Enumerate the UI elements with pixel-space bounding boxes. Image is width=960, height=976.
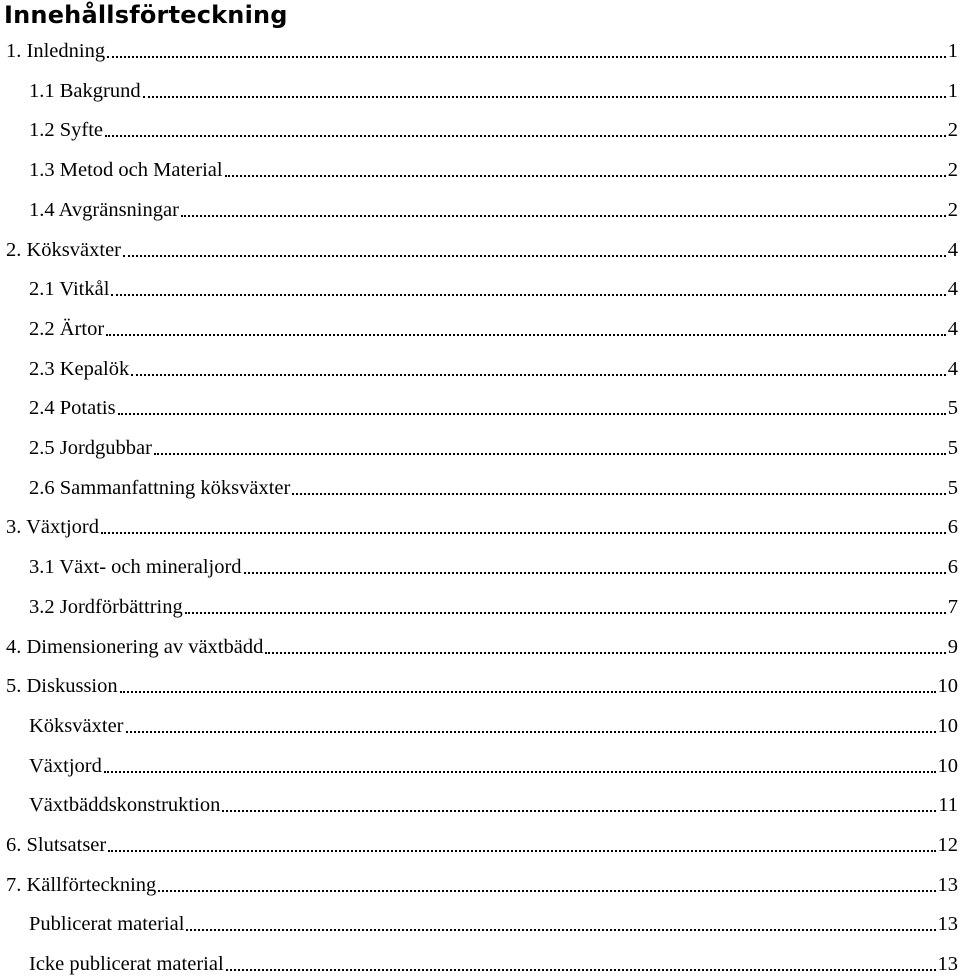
dot-leader xyxy=(181,215,946,217)
toc-entry-page-number: 6 xyxy=(947,556,958,579)
toc-entry-page-number: 4 xyxy=(947,238,958,261)
toc-entry[interactable] xyxy=(29,311,960,341)
toc-entry[interactable] xyxy=(29,708,960,738)
toc-entry-label: 3.1 Växt- och mineraljord xyxy=(29,556,242,579)
toc-entry-page-number: 5 xyxy=(947,476,958,499)
toc-entry-label: 2.2 Ärtor xyxy=(29,317,105,340)
toc-entry-page-number: 5 xyxy=(947,397,958,420)
toc-entry-page-number: 4 xyxy=(947,317,958,340)
toc-entry-page-number: 4 xyxy=(947,278,958,301)
toc-entry[interactable] xyxy=(29,152,960,182)
toc-entry[interactable] xyxy=(29,192,960,222)
toc-entry[interactable] xyxy=(29,430,960,460)
toc-entry-page-number: 2 xyxy=(947,119,958,142)
dot-leader xyxy=(226,969,936,971)
toc-entry-page-number: 7 xyxy=(947,595,958,618)
toc-entry-label: 1. Inledning xyxy=(6,40,106,62)
toc-entry-page-number: 13 xyxy=(937,873,958,896)
toc-entry[interactable] xyxy=(6,509,960,539)
toc-entry[interactable] xyxy=(29,470,960,500)
toc-entry-label: 2.6 Sammanfattning köksväxter xyxy=(29,476,291,499)
dot-leader xyxy=(265,652,945,654)
toc-entry-page-number: 4 xyxy=(947,357,958,380)
toc-entry-label: 1.1 Bakgrund xyxy=(29,79,141,102)
toc-entry-label: 1.3 Metod och Material xyxy=(29,159,223,182)
dot-leader xyxy=(108,850,935,852)
dot-leader xyxy=(154,453,946,455)
toc-title: Innehållsförteckning xyxy=(4,1,288,29)
toc-entry-page-number: 1 xyxy=(947,40,958,62)
toc-entry-label: Publicerat material xyxy=(29,913,185,936)
toc-entry[interactable] xyxy=(29,589,960,619)
toc-entry[interactable] xyxy=(6,867,960,897)
toc-entry-label: Växtbäddskonstruktion xyxy=(29,794,221,817)
toc-entry[interactable] xyxy=(29,549,960,579)
toc-entry-page-number: 2 xyxy=(947,198,958,221)
toc-entry-page-number: 10 xyxy=(937,754,958,777)
toc-entry-label: 3.2 Jordförbättring xyxy=(29,595,183,618)
toc-entry-label: 2.3 Kepalök xyxy=(29,357,130,380)
toc-entry-label: Icke publicerat material xyxy=(29,953,224,976)
toc-entry[interactable] xyxy=(29,73,960,103)
toc-entry[interactable] xyxy=(29,787,960,817)
toc-entry[interactable] xyxy=(6,33,960,63)
toc-entry-label: 1.2 Syfte xyxy=(29,119,104,142)
toc-entry-page-number: 10 xyxy=(937,675,958,698)
dot-leader xyxy=(225,175,946,177)
toc-entry-page-number: 2 xyxy=(947,159,958,182)
toc-entry[interactable] xyxy=(29,748,960,778)
toc-entry-page-number: 11 xyxy=(938,794,958,817)
toc-entry[interactable] xyxy=(6,232,960,262)
toc-entry-label: 1.4 Avgränsningar xyxy=(29,198,179,221)
toc-entry-label: 5. Diskussion xyxy=(6,675,118,698)
dot-leader xyxy=(104,771,936,773)
dot-leader xyxy=(158,890,935,892)
toc-entry-label: 4. Dimensionering av växtbädd xyxy=(6,635,264,658)
toc-entry[interactable] xyxy=(6,827,960,857)
toc-entry-label: 6. Slutsatser xyxy=(6,834,107,856)
dot-leader xyxy=(126,731,936,733)
toc-entry[interactable] xyxy=(29,351,960,381)
dot-leader xyxy=(186,929,935,931)
toc-entry-label: 2.1 Vitkål xyxy=(29,278,110,301)
toc-entry-page-number: 13 xyxy=(937,953,958,976)
toc-entry[interactable] xyxy=(29,390,960,420)
toc-entry-label: Köksväxter xyxy=(29,714,124,737)
toc-entry[interactable] xyxy=(6,629,960,659)
toc-entry[interactable] xyxy=(29,906,960,936)
toc-entry-page-number: 6 xyxy=(947,516,958,539)
toc-entry[interactable] xyxy=(29,946,960,976)
toc-entry-label: 7. Källförteckning xyxy=(6,873,157,896)
dot-leader xyxy=(106,334,946,336)
dot-leader xyxy=(105,135,946,137)
toc-entry[interactable] xyxy=(29,112,960,142)
toc-entry-label: Växtjord xyxy=(29,754,102,777)
toc-entry-page-number: 12 xyxy=(937,834,958,856)
toc-entry-label: 2.4 Potatis xyxy=(29,397,116,420)
toc-entry-page-number: 5 xyxy=(947,437,958,459)
dot-leader xyxy=(118,413,946,415)
dot-leader xyxy=(101,532,946,534)
dot-leader xyxy=(107,56,946,58)
dot-leader xyxy=(244,572,946,574)
toc-entry[interactable] xyxy=(29,271,960,301)
dot-leader xyxy=(111,294,945,296)
dot-leader xyxy=(292,493,945,495)
dot-leader xyxy=(143,96,946,98)
toc-entry-page-number: 13 xyxy=(937,913,958,936)
toc-entry[interactable] xyxy=(6,668,960,698)
toc-entry-label: 3. Växtjord xyxy=(6,516,100,539)
dot-leader xyxy=(185,612,946,614)
toc-entry-page-number: 9 xyxy=(947,635,958,658)
dot-leader xyxy=(123,255,946,257)
dot-leader xyxy=(120,691,936,693)
toc-entry-page-number: 10 xyxy=(937,714,958,737)
toc-entry-label: 2.5 Jordgubbar xyxy=(29,437,152,459)
dot-leader xyxy=(131,374,946,376)
toc-entry-page-number: 1 xyxy=(947,79,958,102)
dot-leader xyxy=(222,810,936,812)
toc-entry-label: 2. Köksväxter xyxy=(6,238,122,261)
